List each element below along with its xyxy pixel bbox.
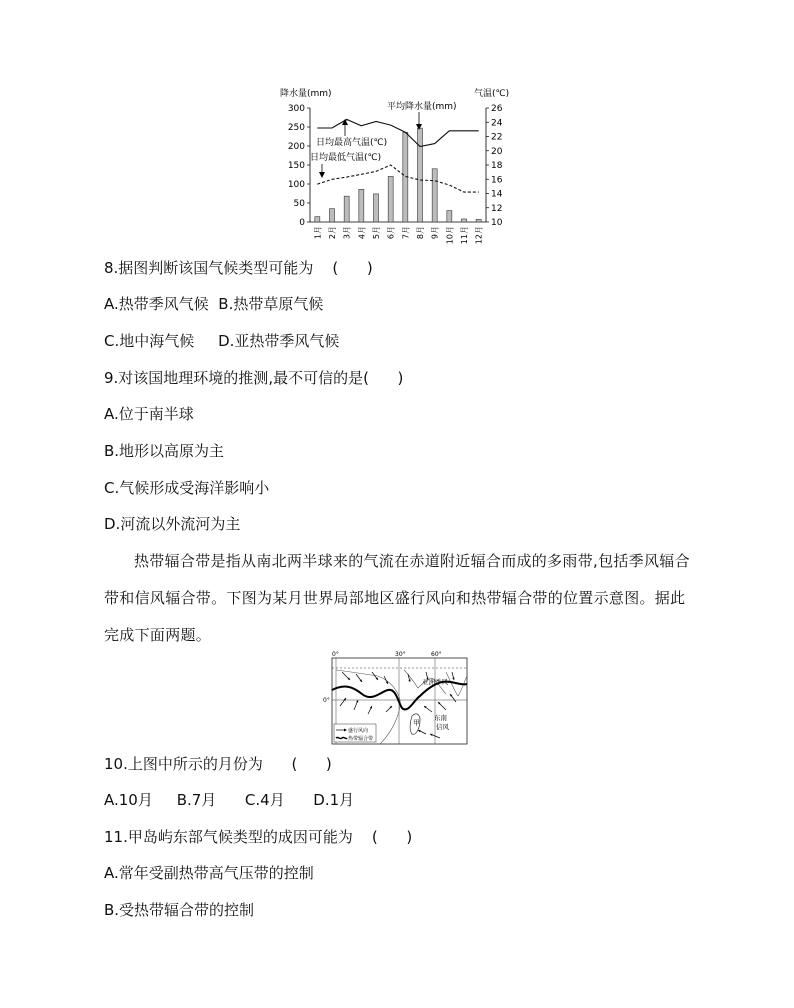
rain-annotation: 平均降水量(mm)	[387, 102, 457, 112]
right-tick-label: 20	[491, 146, 503, 157]
month-tick-label: 5月	[372, 226, 381, 240]
left-tick-label: 150	[287, 161, 305, 171]
right-tick-label: 16	[491, 175, 503, 186]
q10-stem: 10.上图中所示的月份为 ( )	[104, 755, 332, 773]
rain-bar	[374, 194, 379, 222]
month-tick-label: 3月	[342, 226, 352, 240]
rain-bar	[418, 128, 423, 222]
label-asian-monsoon: 亚洲季风	[422, 678, 448, 686]
q10-options: A.10月 B.7月 C.4月 D.1月	[104, 791, 355, 809]
passage: 热带辐合带是指从南北两半球来的气流在赤道附近辐合而成的多雨带,包括季风辐合带和信风辐合带。下图为某月世界局部地区盛行风向和热带辐合带的位置示意图。据此完成下面两题。	[104, 552, 690, 644]
rain-bar	[388, 176, 393, 222]
month-tick-label: 9月	[430, 226, 440, 240]
rain-bar	[315, 217, 320, 222]
itcz-map	[322, 650, 472, 746]
left-tick-label: 50	[293, 199, 305, 209]
lon-label-30: 30°	[395, 651, 406, 658]
q9-option-c: C.气候形成受海洋影响小	[104, 479, 270, 497]
right-axis-title: 气温(℃)	[474, 89, 510, 99]
month-tick-label: 2月	[328, 226, 337, 240]
q9-option-a: A.位于南半球	[104, 405, 194, 423]
legend-wind-label: 盛行风向	[348, 728, 369, 734]
q8-stem: 8.据图判断该国气候类型可能为 ( )	[104, 259, 373, 277]
label-jia: 甲	[413, 719, 420, 727]
tmin-annotation: 日均最低气温(℃)	[310, 153, 382, 163]
q11-option-a: A.常年受副热带高气压带的控制	[104, 864, 314, 882]
rain-bar	[476, 219, 481, 222]
label-se-trade-1: 东南	[434, 714, 447, 722]
right-tick-label: 24	[491, 118, 503, 129]
left-tick-label: 100	[287, 180, 305, 190]
q8-option-cd: C.地中海气候 D.亚热带季风气候	[104, 332, 340, 350]
rain-bar	[344, 196, 349, 222]
lon-label-60: 60°	[431, 651, 442, 658]
lon-label-0: 0°	[332, 651, 339, 658]
tmin-pointer-arrowhead	[319, 172, 325, 178]
right-tick-label: 26	[491, 104, 503, 114]
lat-label-0: 0°	[323, 697, 330, 704]
month-tick-label: 11月	[460, 226, 469, 245]
right-tick-label: 22	[491, 132, 503, 143]
rain-bar	[330, 209, 335, 222]
right-tick-label: 12	[491, 203, 503, 214]
tmax-annotation: 日均最高气温(℃)	[316, 138, 388, 148]
month-tick-label: 8月	[416, 226, 425, 240]
month-tick-label: 10月	[445, 226, 455, 245]
q8-option-ab: A.热带季风气候 B.热带草原气候	[104, 295, 324, 313]
left-tick-label: 0	[299, 218, 305, 228]
q9-stem: 9.对该国地理环境的推测,最不可信的是( )	[104, 369, 404, 387]
tmin-line	[317, 165, 478, 192]
q11-stem: 11.甲岛屿东部气候类型的成因可能为 ( )	[104, 828, 413, 846]
left-tick-label: 200	[287, 142, 305, 152]
left-tick-label: 300	[287, 104, 305, 114]
month-tick-label: 7月	[401, 226, 411, 240]
legend-itcz-label: 热带辐合带	[348, 736, 374, 742]
q11-option-b: B.受热带辐合带的控制	[104, 901, 255, 919]
climate-chart	[270, 84, 530, 254]
label-se-trade-2: 信风	[436, 723, 449, 731]
right-tick-label: 10	[491, 218, 503, 228]
month-tick-label: 1月	[313, 226, 323, 240]
left-tick-label: 250	[287, 123, 305, 133]
month-tick-label: 12月	[474, 226, 484, 245]
q9-option-b: B.地形以高原为主	[104, 442, 225, 460]
rain-bar	[462, 219, 467, 222]
left-axis-title: 降水量(mm)	[280, 89, 332, 99]
month-tick-label: 4月	[357, 226, 367, 240]
month-tick-label: 6月	[386, 226, 396, 240]
rain-bar	[359, 189, 364, 222]
right-tick-label: 18	[491, 161, 503, 171]
rain-bar	[447, 211, 452, 222]
q9-option-d: D.河流以外流河为主	[104, 515, 241, 533]
rain-bar	[432, 169, 437, 222]
right-tick-label: 14	[491, 189, 503, 200]
